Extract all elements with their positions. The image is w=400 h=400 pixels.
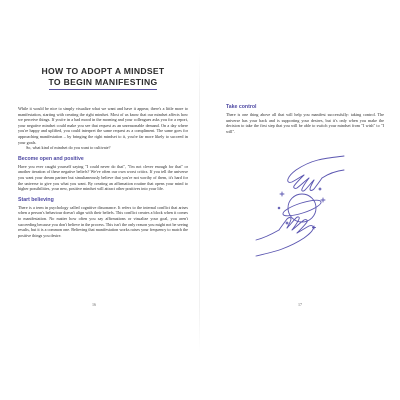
- intro-paragraph: While it would be nice to simply visualize what we want and have it appear, there's a little more to manifestation, starting with creating the right mindset. Most of us know that our mindset affects how we perceive things. If you're in a bad mood in the morning and your colleagues asks you for a report, your negative mindset could make you see that request as an unreasonable demand. On a day where you're happy and uplifted, you could interpret the same request as a compliment. The same goes for approaching manifestation – by bringing the right mindset to it, you're far more likely to succeed in your goals.: [18, 106, 188, 145]
- section-body-take-control: There is one thing above all that will help you manifest successfully: taking control. The universe has your back and is supporting your desires, but it's only when you make the decision to take the first step that you will be able to switch your mindset from "I wish" to "I will".: [226, 112, 384, 134]
- section-body-open-positive: Have you ever caught yourself saying "I could never do that", "I'm not clever enough for that" or another iteration of these negative beliefs? We've often our own worst critics. If you tell the universe you want your dream partner but simultaneously believe that you're not worthy of them, it's hard for the universe to give you what you want. By creating an affirmation routine that opens your mind to higher possibilities, your new, positive mindset will attract other positives into your life.: [18, 163, 188, 192]
- page-number-left: 16: [92, 302, 96, 307]
- section-heading-start-believing: Start believing: [18, 196, 54, 203]
- page-number-right: 17: [298, 302, 302, 307]
- intro-question: So, what kind of mindset do you want to cultivate?: [26, 145, 111, 151]
- section-heading-take-control: Take control: [226, 104, 257, 110]
- hands-holding-orb-illustration: [252, 148, 348, 264]
- chapter-title: [18, 66, 188, 90]
- right-page: [200, 0, 400, 400]
- chapter-title-line2: TO BEGIN MANIFESTING: [49, 77, 158, 90]
- section-body-start-believing: There is a term in psychology called cognitive dissonance. It refers to the internal conflict that arises when a person's behaviour doesn't align with their beliefs. This conflict creates a block when it comes to manifestation. No matter how often you say affirmations or visualize your goal, you aren't succeeding because you don't believe in the process. This isn't the only reason you might not be seeing results, but it is a common one. Believing that manifestation works raises your frequency to match the positive things you desire.: [18, 204, 188, 238]
- section-heading-open-positive: Become open and positive: [18, 155, 84, 162]
- chapter-title-line1: HOW TO ADOPT A MINDSET: [41, 66, 165, 76]
